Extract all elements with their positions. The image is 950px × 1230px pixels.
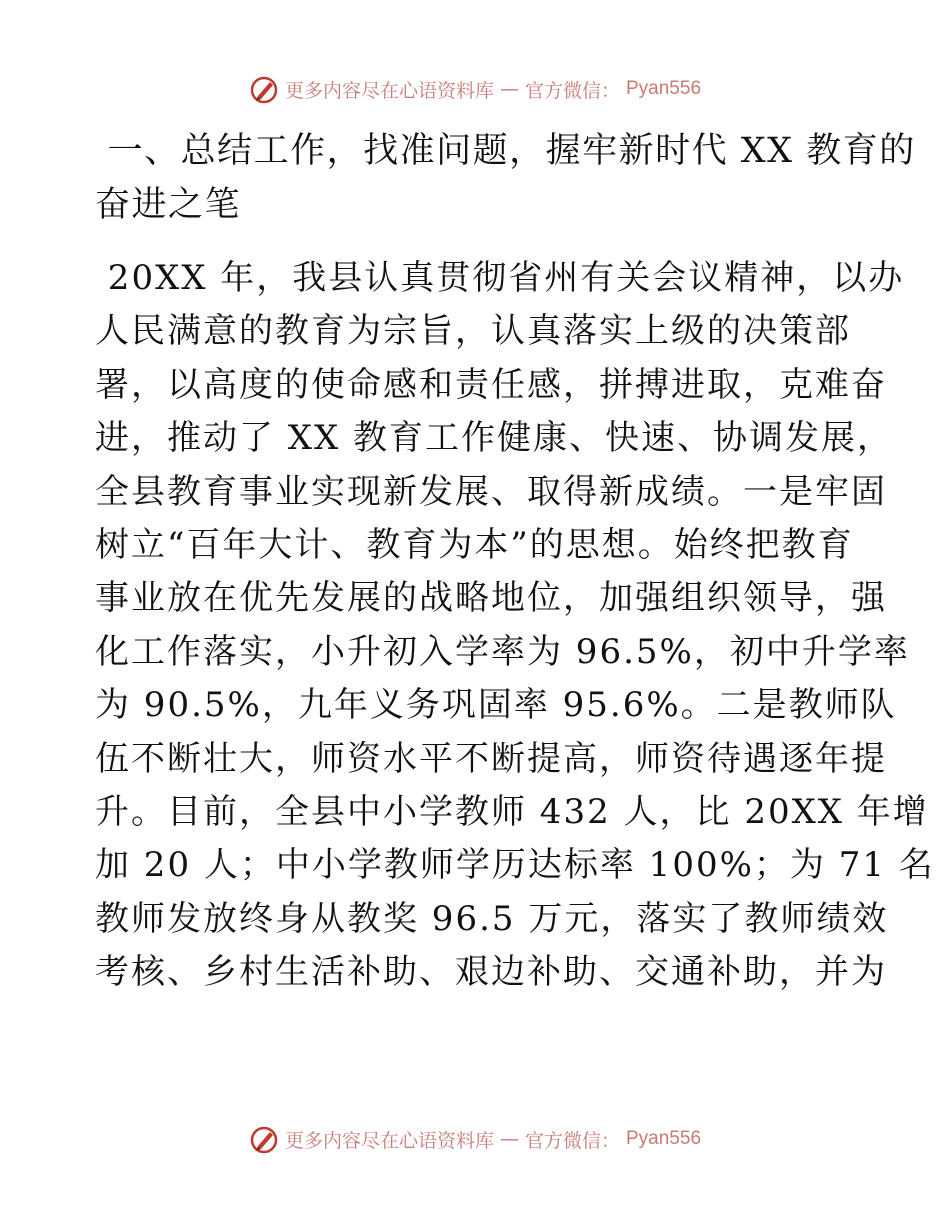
paragraph-line: 化工作落实，小升初入学率为 96.5%，初中升学率 [95,631,910,672]
paragraph-line: 树立“百年大计、教育为本”的思想。始终把教育 [95,524,854,565]
watermark-header [0,74,950,104]
watermark-wechat-id: Pyan556 [626,1128,702,1149]
paragraph-line: 考核、乡村生活补助、艰边补助、交通补助，并为 [95,952,887,993]
section-heading [95,124,916,232]
paragraph-line: 全县教育事业实现新发展、取得新成绩。一是牢固 [95,471,887,512]
pen-logo-icon [249,74,279,104]
watermark-wechat-label: 官方微信： [524,79,620,102]
heading-line-1: 一、总结工作，找准问题，握牢新时代 XX 教育的 [95,131,916,171]
paragraph-line: 教师发放终身从教奖 96.5 万元，落实了教师绩效 [95,898,889,939]
watermark-footer [0,1124,950,1154]
paragraph-line: 人民满意的教育为宗旨，认真落实上级的决策部 [95,311,851,352]
watermark-dash: — [499,78,519,100]
watermark-wechat-id: Pyan556 [626,78,702,99]
paragraph-line: 事业放在优先发展的战略地位，加强组织领导，强 [95,578,887,619]
paragraph-line: 为 90.5%，九年义务巩固率 95.6%。二是教师队 [95,685,897,726]
pen-logo-icon [249,1124,279,1154]
watermark-wechat-label: 官方微信： [524,1129,620,1152]
paragraph-line: 伍不断壮大，师资水平不断提高，师资待遇逐年提 [95,738,887,779]
paragraph-line: 20XX 年，我县认真贯彻省州有关会议精神，以办 [95,258,905,298]
watermark-text: 更多内容尽在心语资料库 [284,1129,494,1152]
paragraph-line: 进，推动了 XX 教育工作健康、快速、协调发展， [95,418,894,459]
paragraph-line: 加 20 人；中小学教师学历达标率 100%；为 71 名 [95,845,935,886]
watermark-dash: — [499,1128,519,1150]
watermark-text: 更多内容尽在心语资料库 [284,79,494,102]
paragraph-line: 署，以高度的使命感和责任感，拼搏进取，克难奋 [95,364,887,405]
body-paragraph [95,252,935,999]
heading-line-2: 奋进之笔 [95,185,242,225]
paragraph-line: 升。目前，全县中小学教师 432 人，比 20XX 年增 [95,791,929,832]
